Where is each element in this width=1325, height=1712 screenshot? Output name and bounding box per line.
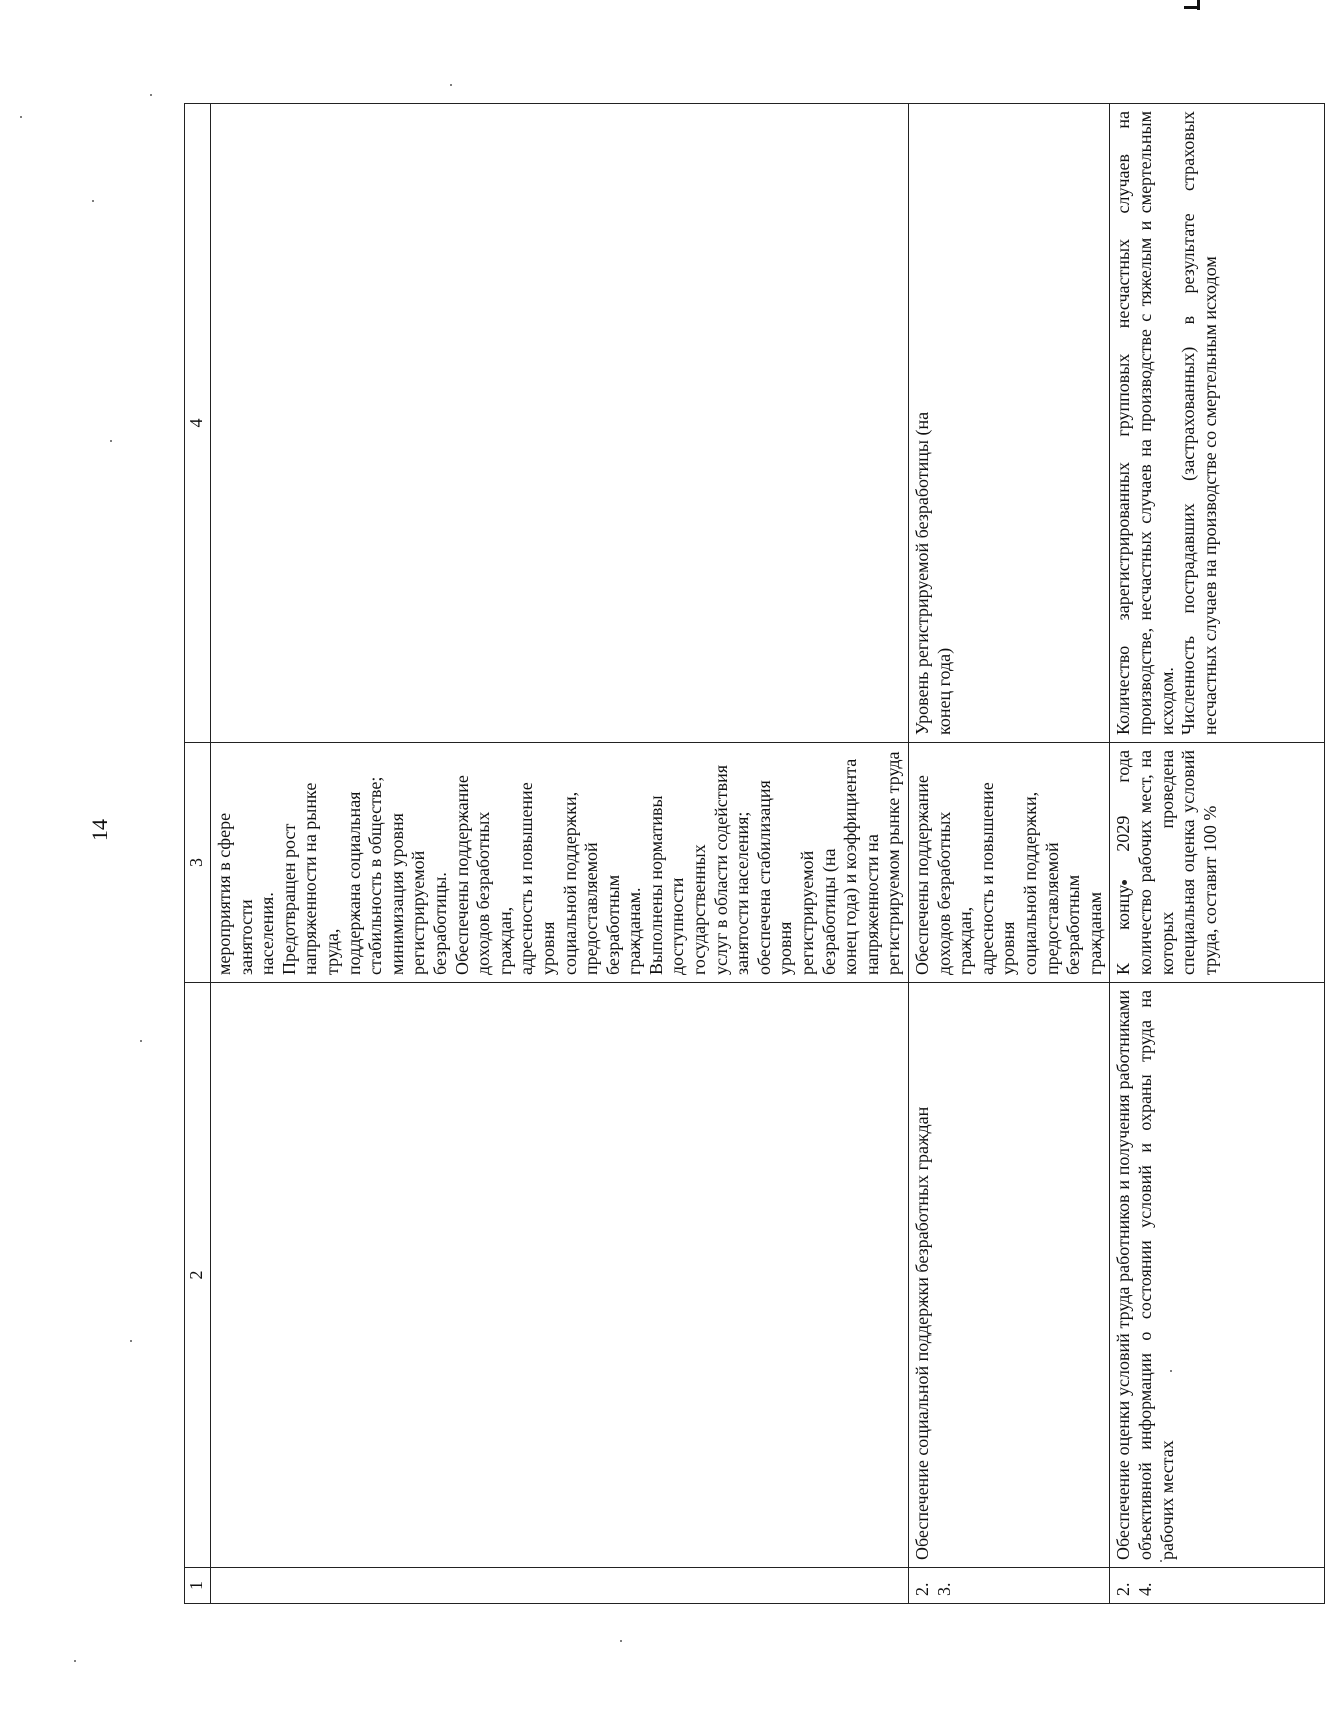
program-table [184, 103, 1325, 1604]
task-cell: Обеспечение социальной поддержки безработных граждан [909, 983, 1110, 1568]
header-col-3: 3 [185, 743, 211, 983]
scan-speck [74, 1660, 76, 1662]
scan-speck [110, 440, 112, 442]
task-cell [1110, 983, 1325, 1568]
table-row [909, 104, 1110, 1604]
table-row [211, 104, 909, 1604]
scan-speck [150, 94, 152, 96]
result-cell [211, 743, 909, 983]
indicator-text-accidents: Количество зарегистрированных групповых несчастных случаев на производстве, несчастных случаев на производстве с тяжелым и смертельным исходом. [1113, 111, 1177, 735]
header-col-2: 2 [185, 983, 211, 1568]
header-col-4: 4 [185, 104, 211, 743]
table-row [1110, 104, 1325, 1604]
header-col-1: 1 [185, 1568, 211, 1604]
result-text: Обеспечены поддержание доходов безработных граждан, адресность и повышение уровня социальной поддержки, предоставляемой безработным гражданам [912, 775, 1105, 975]
row-number: 2.4. [1110, 1568, 1325, 1604]
indicator-text-victims: Численность пострадавших (застрахованных) в результате страховых несчастных случаев на производстве со смертельным исходом [1178, 111, 1220, 735]
indicator-cell [909, 104, 1110, 743]
scan-speck [140, 1040, 142, 1042]
result-text: мероприятия в сфере занятости населения. Предотвращен рост напряженности на рынке труда, поддержана социальная стабильность в обществе; минимизация уровня регистрируемой безработицы. Обеспечены поддержание доходов безработных граждан, адресность и повышение уровня социальной поддержки, предоставляемой безработным гражданам. Выполнены нормативы доступности государственных услуг в области содействия занятости населения; обеспечена стабилизация уровня регистрируемой безработицы (на конец года) и коэффициента напряженности на регистрируемом рынке труда [214, 751, 904, 975]
indicator-cell [211, 104, 909, 743]
indicator-text: Уровень регистрируемой безработицы (на конец года) [912, 411, 954, 735]
corner-mark-vertical [1197, 0, 1200, 10]
header-row [185, 104, 211, 1604]
scan-speck [130, 1340, 132, 1342]
task-cell [211, 983, 909, 1568]
scan-speck [450, 84, 452, 86]
page-number: 14 [87, 819, 112, 841]
scan-speck [92, 200, 94, 202]
indicator-cell [1110, 104, 1325, 743]
task-text: Обеспечение оценки условий труда работников и получения работниками объективной информации о состоянии условий и охраны труда на рабочих местах [1113, 990, 1177, 1560]
result-text: К концу 2029 года количество рабочих мест, на которых проведена специальная оценка условий труда, составит 100 % [1113, 750, 1220, 975]
rotated-table-wrapper [184, 104, 1220, 1604]
scan-speck [620, 1640, 622, 1642]
result-cell [1110, 743, 1325, 983]
row-number: 2.3. [909, 1568, 1110, 1604]
row-number [211, 1568, 909, 1604]
scan-speck [20, 116, 22, 118]
result-cell [909, 743, 1110, 983]
